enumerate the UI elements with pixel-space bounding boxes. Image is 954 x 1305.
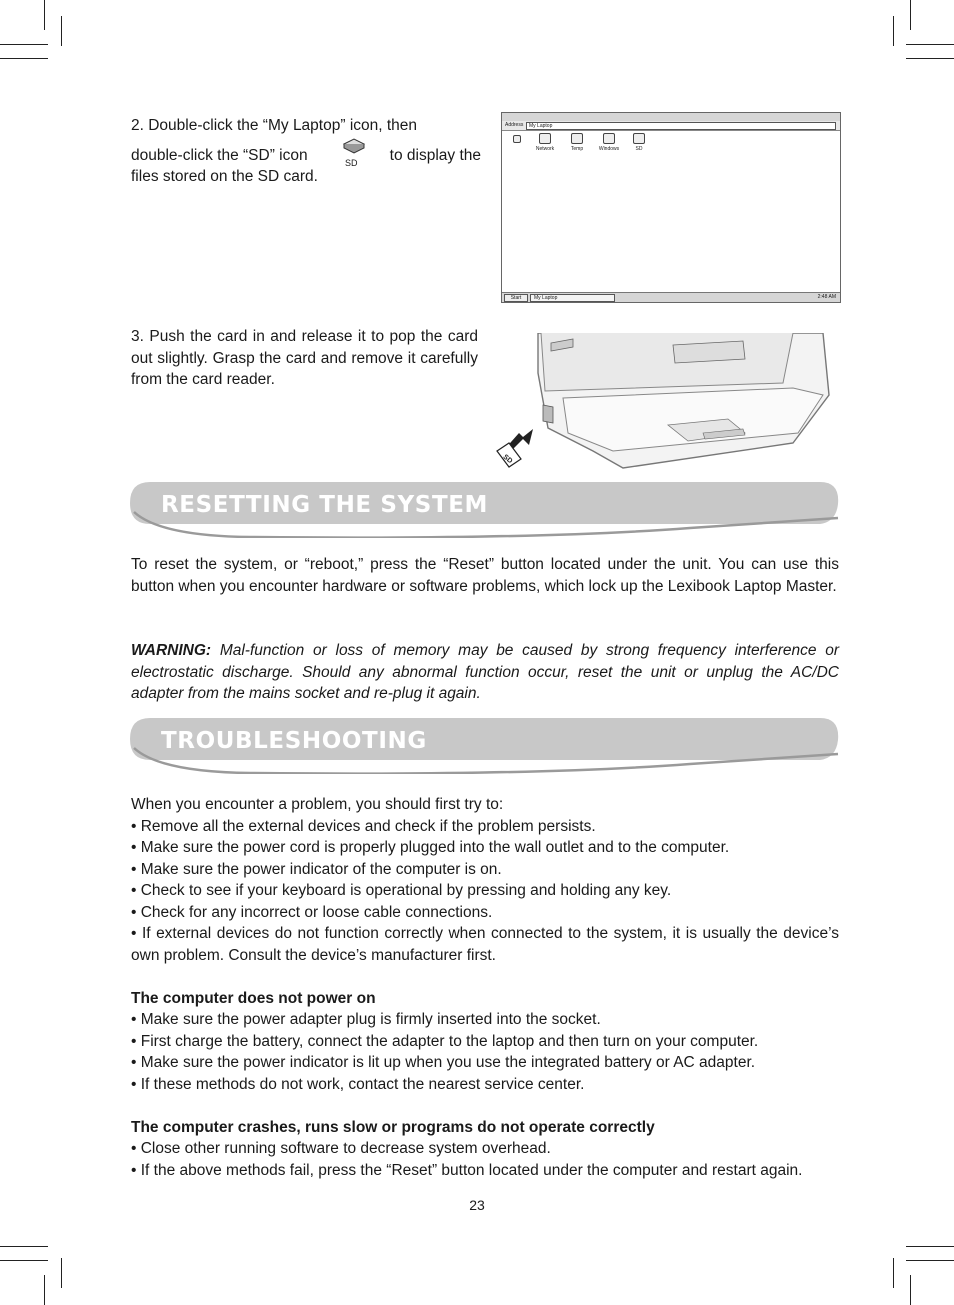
folder-icon-temp: Temp	[562, 133, 592, 152]
warning-paragraph	[131, 640, 839, 705]
list-item: • Make sure the power indicator is lit up when you use the integrated battery or AC adapter.	[131, 1054, 756, 1071]
step2-line2b: to display the	[389, 146, 481, 164]
my-laptop-window-screenshot	[501, 112, 841, 303]
address-value: My Laptop	[529, 123, 553, 129]
folder-icon-windows: Windows	[594, 133, 624, 152]
section-banner-trouble	[130, 718, 840, 774]
list-item: • Check for any incorrect or loose cable connections.	[131, 903, 493, 921]
laptop-illustration	[493, 333, 833, 473]
sd-icon-label: SD	[345, 158, 358, 168]
list-item: • Make sure the power cord is properly plugged into the wall outlet and to the computer.	[131, 839, 730, 856]
laptop-sd-label: SD	[501, 453, 514, 466]
list-item: • Make sure the power adapter plug is firmly inserted into the socket.	[131, 1011, 601, 1028]
step2-line1: 2. Double-click the “My Laptop” icon, then	[131, 117, 418, 134]
sd-icon: SD	[624, 133, 654, 152]
taskbar-item: My Laptop	[530, 294, 615, 302]
subheading-no-power: The computer does not power on	[131, 989, 376, 1007]
step2-line2a: double-click the “SD” icon	[131, 146, 308, 164]
section-banner-reset	[130, 482, 840, 538]
list-item: • Check to see if your keyboard is operational by pressing and holding any key.	[131, 882, 672, 899]
step2-line3: files stored on the SD card.	[131, 168, 318, 185]
warning-text: Mal-function or loss of memory may be caused by strong frequency interference or electrostatic discharge. Should any abnormal function occur, reset the unit or unplug the AC/DC adapter from the mains socket and re-plug it again.	[131, 642, 839, 702]
list-item: • First charge the battery, connect the adapter to the laptop and then turn on your computer.	[131, 1032, 759, 1050]
step2-text	[131, 115, 481, 188]
step3-text: 3. Push the card in and release it to pop the card out slightly. Grasp the card and remove it carefully from the card reader.	[131, 328, 478, 388]
list-item: • Close other running software to decrease system overhead.	[131, 1140, 551, 1157]
list-item: • If the above methods fail, press the “Reset” button located under the computer and restart again.	[131, 1161, 803, 1179]
clock: 2:48 AM	[817, 294, 836, 300]
page-number: 23	[469, 1197, 485, 1213]
list-item: • If these methods do not work, contact the nearest service center.	[131, 1075, 585, 1093]
troubleshooting-body	[131, 794, 839, 1181]
warning-label: WARNING:	[131, 642, 212, 659]
address-bar	[502, 121, 840, 131]
subheading-crashes: The computer crashes, runs slow or programs do not operate correctly	[131, 1118, 655, 1136]
trouble-intro: When you encounter a problem, you should first try to:	[131, 796, 504, 813]
start-button: Start	[504, 294, 528, 302]
list-item: • Remove all the external devices and check if the problem persists.	[131, 817, 596, 835]
list-item: • If external devices do not function correctly when connected to the system, it is usually the device’s own problem. Consult the device’s manufacturer first.	[131, 925, 839, 964]
drive-icon	[510, 135, 524, 145]
section-title-reset: RESETTING THE SYSTEM	[161, 492, 489, 518]
list-item: • Make sure the power indicator of the computer is on.	[131, 860, 502, 878]
folder-icon-network: Network	[530, 133, 560, 152]
section-title-trouble: TROUBLESHOOTING	[161, 728, 427, 754]
address-label: Address	[505, 122, 524, 128]
reset-paragraph: To reset the system, or “reboot,” press the “Reset” button located under the unit. You can use this button when you encounter hardware or software problems, which lock up the Lexibook Laptop Master.	[131, 556, 839, 595]
taskbar	[502, 292, 840, 302]
